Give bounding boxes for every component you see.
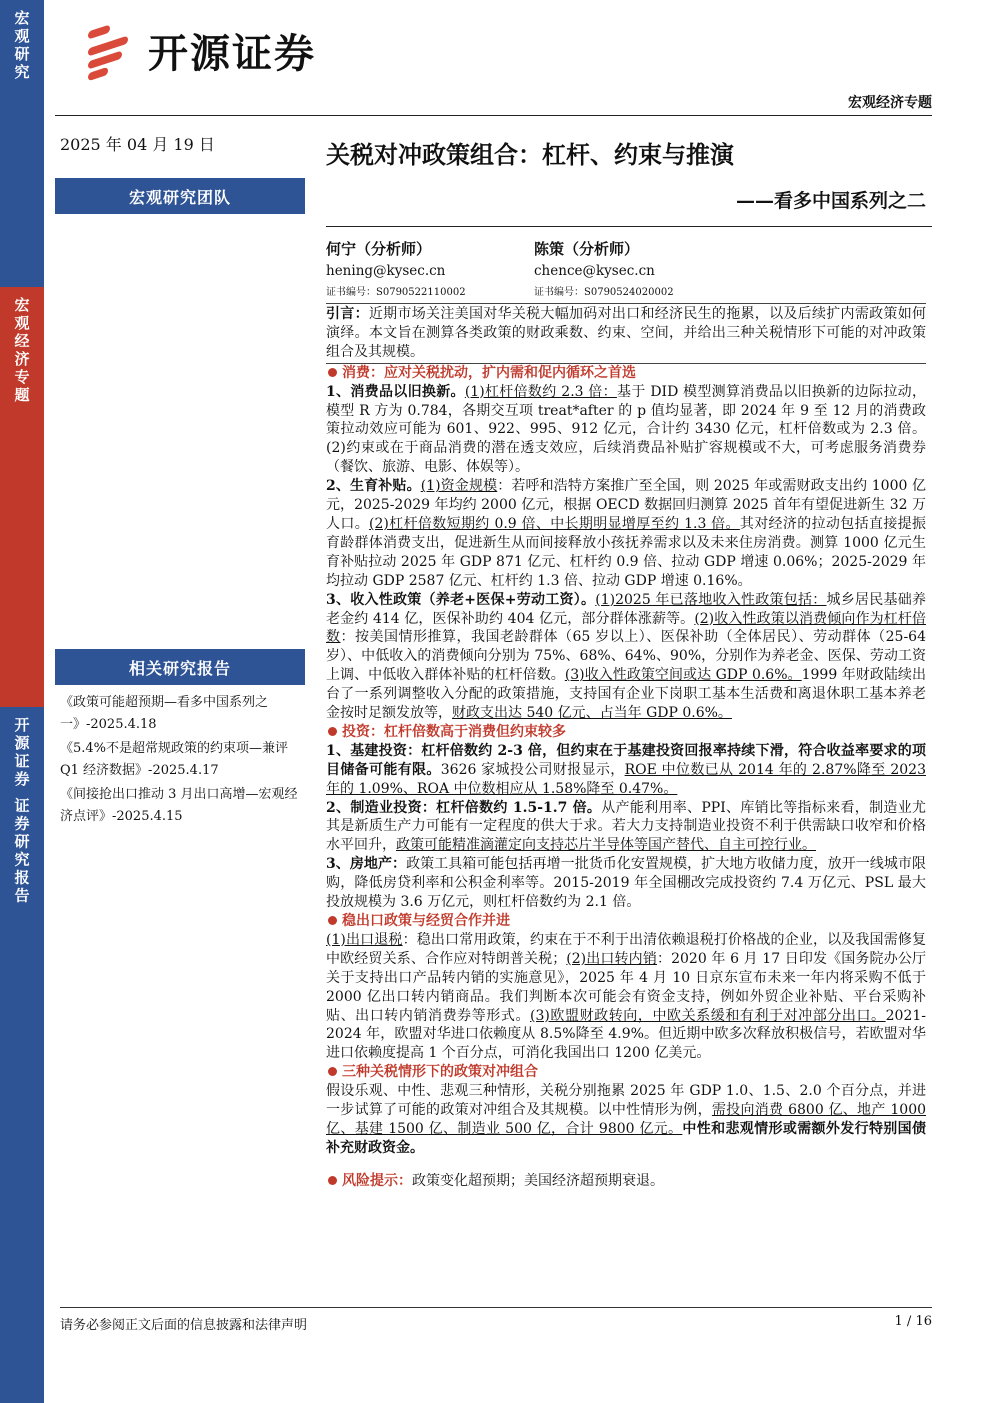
sidebar-kysec-report xyxy=(0,707,44,1403)
section-heading-scenarios: 三种关税情形下的政策对冲组合 xyxy=(326,1063,926,1082)
analyst-card xyxy=(534,238,674,304)
analyst-name: 何宁（分析师） xyxy=(326,240,432,258)
report-body xyxy=(326,303,926,1191)
analyst-license: 证书编号：S0790522110002 xyxy=(326,287,466,298)
related-report-link[interactable]: 《5.4%不是超常规政策的约束项—兼评 Q1 经济数据》-2025.4.17 xyxy=(60,741,289,778)
paragraph: 2、生育补贴。(1)资金规模：若呼和浩特方案推广至全国，则 2025 年或需财政支出约 1000 亿元，2025-2029 年均约 2000 亿元，根据 OECD 数据回归测算 2025 首年有望促进新生 32 万人口。(2)杠杆倍数短期约 0.9 倍、中长期明显增厚至约 1.3 倍。其对经济的拉动包括直接提振育龄群体消费支出，促进新生从而间接释放小孩抚养需求以及未来住房消费。测算 1000 亿元生育补贴拉动 2025 年 GDP 871 亿元、杠杆约 0.9 倍、拉动 GDP 增速 0.06%；2025-2029 年均拉动 GDP 2587 亿元、杠杆约 1.3 倍、拉动 GDP 增速 0.16%。 xyxy=(326,478,927,589)
analyst-email[interactable]: hening@kysec.cn xyxy=(326,263,446,279)
bullet-icon xyxy=(328,1176,337,1185)
brand-name: 开源证券 xyxy=(148,30,316,77)
paragraph: (1)出口退税：稳出口常用政策，约束在于不利于出清依赖退税打价格战的企业，以及我国需修复中欧经贸关系、合作应对特朗普关税；(2)出口转内销：2020 年 6 月 17 日印发《国务院办公厅关于支持出口产品转内销的实施意见》，2025 年 4 月 10 日京东宣布未来一年内将采购不低于 2000 亿出口转内销商品。我们判断本次可能会有资金支持，例如外贸企业补贴、平台采购补贴、出口转内销消费券等形式。(3)欧盟财政转向，中欧关系缓和有利于对冲部分出口。2021-2024 年，欧盟对华进口依赖度从 8.5%降至 4.9%。但近期中欧多次释放积极信号，若欧盟对华进口依赖度提高 1 个百分点，可消化我国出口 1200 亿美元。 xyxy=(326,931,926,1062)
related-report-link[interactable]: 《间接抢出口推动 3 月出口高增—宏观经济点评》-2025.4.15 xyxy=(60,787,298,824)
risk-heading: 风险提示：政策变化超预期；美国经济超预期衰退。 xyxy=(326,1172,926,1191)
section-heading-investment: 投资：杠杆倍数高于消费但约束较多 xyxy=(326,723,926,742)
disclaimer-text: 请务必参阅正文后面的信息披露和法律声明 xyxy=(60,1318,308,1333)
bullet-icon xyxy=(328,1067,337,1076)
sidebar-label: 开源证券 证券研究报告 xyxy=(12,717,31,906)
sidebar-macro-research xyxy=(0,0,44,287)
bullet-icon xyxy=(328,916,337,925)
related-report-link[interactable]: 《政策可能超预期—看多中国系列之一》-2025.4.18 xyxy=(60,695,269,732)
header-divider xyxy=(55,115,932,116)
report-date: 2025 年 04 月 19 日 xyxy=(60,135,215,154)
paragraph: 2、制造业投资：杠杆倍数约 1.5-1.7 倍。从产能利用率、PPI、库销比等指标来看，制造业尤其是新质生产力可能有一定程度的供大于求。若大力支持制造业投资不利于供需缺口收窄和价格水平回升，政策可能精准滴灌定向支持芯片半导体等国产替代、自主可控行业。 xyxy=(326,799,927,854)
title-divider xyxy=(326,226,932,227)
related-reports-list xyxy=(60,692,308,830)
page-footer xyxy=(60,1307,932,1333)
section-heading-consumption: 消费：应对关税扰动，扩内需和促内循环之首选 xyxy=(326,364,926,383)
paragraph: 1、消费品以旧换新。(1)杠杆倍数约 2.3 倍：基于 DID 模型测算消费品以旧换新的边际拉动，模型 R 方为 0.784，各期交互项 treat*after 的 p 值均显著，即 2024 年 9 至 12 月的消费政策拉动效应可能为 601、922、995、912 亿元，合计约 3430 亿元，杠杆倍数或为 2.3 倍。(2)约束或在于商品消费的潜在透支效应，后续消费品补贴扩容规模或不大，可考虑服务消费券（餐饮、旅游、电影、体娱等）。 xyxy=(326,383,926,476)
sidebar-macro-topic xyxy=(0,287,44,707)
analyst-license: 证书编号：S0790524020002 xyxy=(534,287,674,298)
paragraph: 1、基建投资：杠杆倍数约 2-3 倍，但约束在于基建投资回报率持续下滑，符合收益率要求的项目储备可能有限。3626 家城投公司财报显示，ROE 中位数已从 2014 年的 2.87%降至 2023 年的 1.09%、ROA 中位数相应从 1.58%降至 0.47%。 xyxy=(326,742,926,797)
report-subtitle: ——看多中国系列之二 xyxy=(735,190,926,212)
analyst-name: 陈策（分析师） xyxy=(534,240,640,258)
analyst-email[interactable]: chence@kysec.cn xyxy=(534,263,655,279)
paragraph: 3、房地产：政策工具箱可能包括再增一批货币化安置规模，扩大地方收储力度，放开一线城市限购，降低房贷利率和公积金利率等。2015-2019 年全国棚改完成投资约 7.4 万亿元、PSL 最大投放规模为 3.6 万亿元，则杠杆倍数约为 2.1 倍。 xyxy=(326,856,926,911)
intro-paragraph: 引言：近期市场关注美国对华关税大幅加码对出口和经济民生的拖累，以及后续扩内需政策如何演绎。本文旨在测算各类政策的财政乘数、约束、空间，并给出三种关税情形下可能的对冲政策组合及其规模。 xyxy=(326,303,926,364)
brand-logo xyxy=(88,18,316,82)
analyst-card xyxy=(326,238,466,304)
report-category: 宏观经济专题 xyxy=(848,95,932,111)
page-number: 1 / 16 xyxy=(894,1314,932,1329)
logo-icon xyxy=(88,18,140,82)
report-title: 关税对冲政策组合：杠杆、约束与推演 xyxy=(326,140,734,169)
sidebar-label: 宏观经济专题 xyxy=(12,297,31,405)
team-heading: 宏观研究团队 xyxy=(55,178,305,214)
section-heading-exports: 稳出口政策与经贸合作并进 xyxy=(326,912,926,931)
paragraph: 假设乐观、中性、悲观三种情形，关税分别拖累 2025 年 GDP 1.0、1.5、2.0 个百分点，并进一步试算了可能的政策对冲组合及其规模。以中性情形为例，需投向消费 6800 亿、地产 1000 亿、基建 1500 亿、制造业 500 亿，合计 9800 亿元。中性和悲观情形或需额外发行特别国债补充财政资金。 xyxy=(326,1083,927,1156)
bullet-icon xyxy=(328,727,337,736)
sidebar-label: 宏观研究 xyxy=(12,10,31,82)
related-reports-heading: 相关研究报告 xyxy=(55,649,305,685)
paragraph: 3、收入性政策（养老+医保+劳动工资）。(1)2025 年已落地收入性政策包括：城乡居民基础养老金约 414 亿，医保补助约 404 亿元，部分群体涨薪等。(2)收入性政策以消费倾向作为杠杆倍数：按美国情形推算，我国老龄群体（65 岁以上）、医保补助（全体居民）、劳动群体（25-64 岁）、中低收入的消费倾向分别为 75%、68%、64%、90%，分别作为养老金、医保、劳动工资上调、中低收入群体补贴的杠杆倍数。(3)收入性政策空间或达 GDP 0.6%。1999 年财政陆续出台了一系列调整收入分配的政策措施，支持国有企业下岗职工基本生活费和离退休职工基本养老金按时足额发放等，财政支出达 540 亿元、占当年 GDP 0.6%。 xyxy=(326,591,926,722)
bullet-icon xyxy=(328,368,337,377)
